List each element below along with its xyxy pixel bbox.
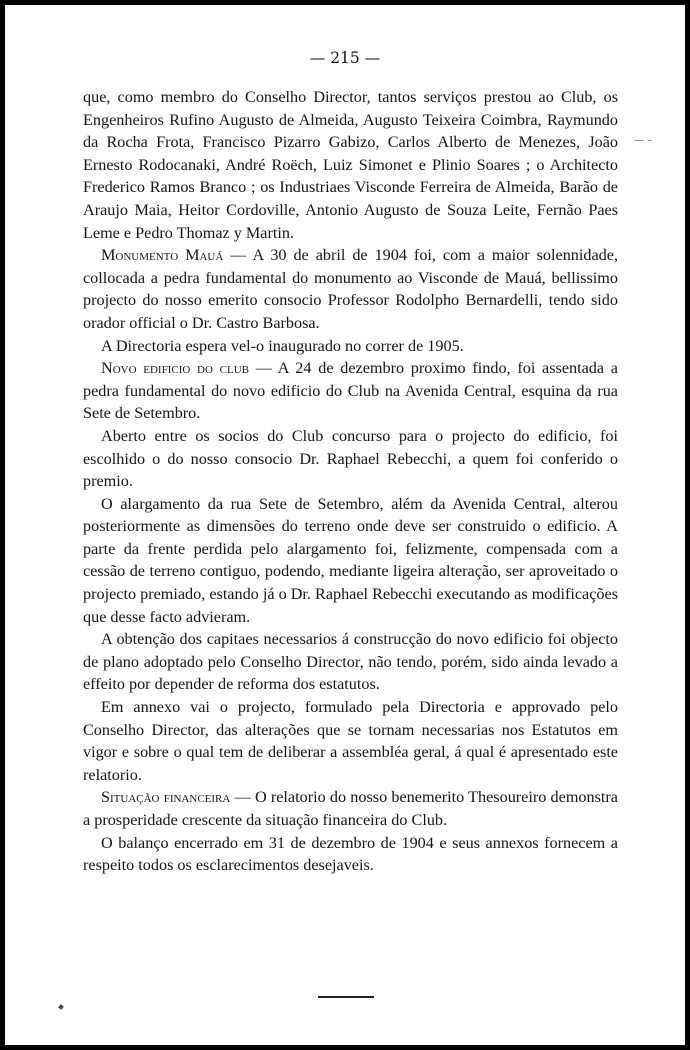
paragraph-text: — O relatorio do nosso benemerito Thesoureiro demonstra a prosperidade crescente da situação financeira do Club. — [83, 788, 618, 829]
paragraph-text: A Directoria espera vel-o inaugurado no correr de 1905. — [101, 336, 464, 355]
paragraph-text: que, como membro do Conselho Director, tantos serviços prestou ao Club, os Engenheiros Rufino Augusto de Almeida, Augusto Teixeira Coimbra, Raymundo da Rocha Frota, Francisco Pizarro Gabizo, Carlos Alberto de Menezes, João Ernesto Rodocanaki, André Roëch, Luiz Simonet e Plinio Soares ; o Architecto Frederico Ramos Branco ; os Industriaes Visconde Ferreira de Almeida, Barão de Araujo Maia, Heitor Cordoville, Antonio Augusto de Souza Leite, Fernão Paes Leme e Pedro Thomaz y Martin. — [83, 88, 618, 242]
paragraph-text: O alargamento da rua Sete de Setembro, além da Avenida Central, alterou posteriormente as dimensões do terreno onde deve ser construido o edificio. A parte da frente perdida pelo alargamento foi, felizmente, compensada com a cessão de terreno contiguo, podendo, mediante ligeira alteração, ser aproveitado o projecto premiado, estando já o Dr. Raphael Rebecchi executando as modificações que desse facto advieram. — [83, 494, 618, 626]
paragraph-10 — [83, 832, 618, 877]
paragraph-text: Em annexo vai o projecto, formulado pela Directoria e approvado pelo Conselho Director, das alterações que se tornam necessarias nos Estatutos em vigor e sobre o qual tem de deliberar a assembléa geral, á qual é apresentado este relatorio. — [83, 698, 618, 784]
paragraph-5 — [83, 425, 618, 493]
paragraph-7 — [83, 628, 618, 696]
page-number: — 215 — — [309, 49, 381, 67]
paragraph-text: O balanço encerrado em 31 de dezembro de 1904 e seus annexos fornecem a respeito todos os esclarecimentos desejaveis. — [83, 833, 618, 875]
paragraph-text: — A 24 de dezembro proximo findo, foi assentada a pedra fundamental do novo edificio do Club na Avenida Central, esquina da rua Sete de Setembro. — [83, 359, 618, 423]
body-text — [83, 86, 618, 877]
section-lead: Monumento Mauá — [101, 246, 224, 265]
stray-mark — [58, 1004, 64, 1010]
paragraph-situacao-financeira — [83, 786, 618, 831]
paragraph-8 — [83, 696, 618, 786]
section-lead: Situação financeira — [101, 788, 231, 807]
margin-mark: — – — [634, 135, 653, 146]
closing-rule — [318, 996, 374, 998]
section-lead: Novo edificio do club — [101, 359, 250, 378]
paragraph-text: Aberto entre os socios do Club concurso para o projecto do edificio, foi escolhido o do nosso consocio Dr. Raphael Rebecchi, a quem foi conferido o premio. — [83, 426, 618, 491]
paragraph-text: — A 30 de abril de 1904 foi, com a maior solennidade, collocada a pedra fundamental do monumento ao Visconde de Mauá, bellissimo projecto do nosso emerito consocio Professor Rodolpho Bernardelli, tendo sido orador official o Dr. Castro Barbosa. — [83, 246, 618, 332]
paragraph-6 — [83, 493, 618, 629]
paragraph-monumento-maua — [83, 244, 618, 334]
document-page — [5, 5, 685, 1045]
paragraph-novo-edificio — [83, 357, 618, 425]
paragraph-3 — [83, 335, 618, 358]
paragraph-1 — [83, 86, 618, 244]
paragraph-text: A obtenção dos capitaes necessarios á construcção do novo edificio foi objecto de plano adoptado pelo Conselho Director, não tendo, porém, sido ainda levado a effeito por depender de reforma dos estatutos. — [83, 630, 618, 694]
